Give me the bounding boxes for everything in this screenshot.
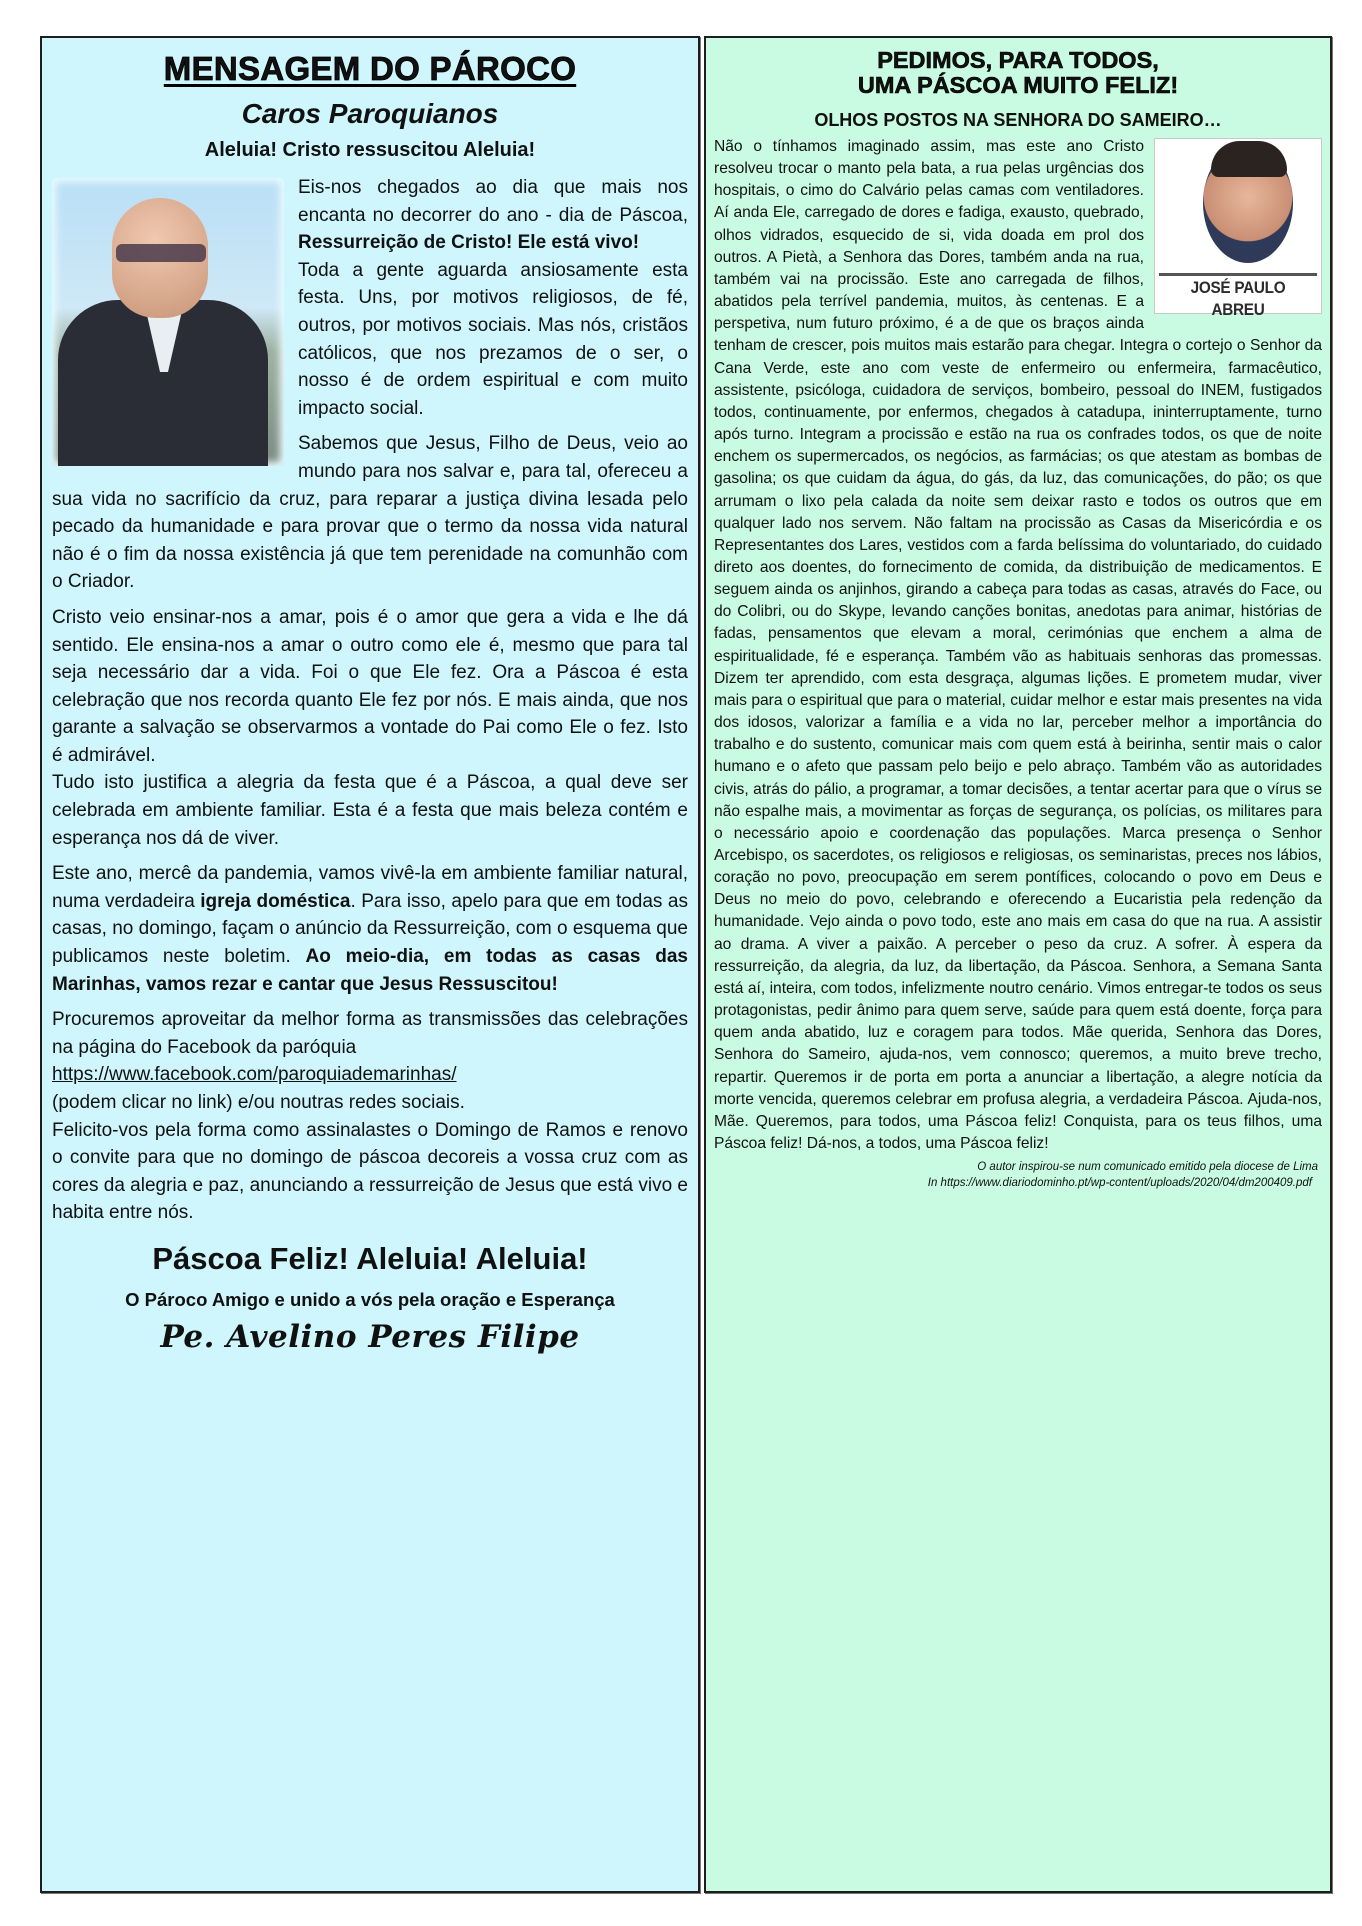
- priest-glasses-shape: [116, 244, 206, 262]
- paragraph-text: . Para isso, apelo para que em todas as casas, no domingo, façam o anúncio da Ressurreição, com o esquema que publicamos neste boletim.: [52, 890, 688, 968]
- author-photo: [1154, 138, 1322, 320]
- paragraph: Sabemos que Jesus, Filho de Deus, veio ao mundo para nos salvar e, para tal, ofereceu a sua vida no sacrifício da cruz, para reparar a justiça divina lesada pelo pecado da humanidade e para provar que o termo da nossa vida natural não é o fim da nossa existência já que tem perenidade na comunhão com o Criador.: [52, 433, 688, 593]
- paragraph: (podem clicar no link) e/ou noutras redes sociais.: [52, 1092, 465, 1113]
- link-line: [52, 1061, 688, 1089]
- greeting-heading: Caros Paroquianos: [241, 98, 499, 129]
- intro-section: [52, 174, 688, 422]
- intro-bold-text: Ressurreição de Cristo! Ele está vivo!: [298, 232, 640, 254]
- source-note: [714, 1159, 1318, 1191]
- source-note-text: O autor inspirou-se num comunicado emitido pela diocese de Lima: [977, 1161, 1318, 1174]
- easter-article-panel: [704, 36, 1332, 1893]
- paragraph: Tudo isto justifica a alegria da festa que é a Páscoa, a qual deve ser celebrada em ambiente familiar. Esta é a festa que mais beleza contém e esperança nos dá de viver.: [52, 772, 688, 849]
- paragraph: [52, 860, 688, 998]
- bold-text: Ao meio-dia, em todas as casas das Marinhas, vamos rezar e cantar que Jesus Ressuscitou!: [52, 946, 688, 995]
- article-title-line: PEDIMOS, PARA TODOS,: [877, 47, 1159, 73]
- paragraph: Procuremos aproveitar da melhor forma as transmissões das celebrações na página do Facebook da paróquia: [52, 1009, 688, 1058]
- facebook-link[interactable]: https://www.facebook.com/paroquiademarinhas/: [52, 1064, 457, 1086]
- intro-text: Eis-nos chegados ao dia que mais nos encanta no decorrer do ano - dia de Páscoa,: [298, 177, 688, 226]
- author-hair-shape: [1211, 141, 1287, 177]
- page-title: MENSAGEM DO PÁROCO: [163, 50, 577, 87]
- article-body: [714, 136, 1322, 1155]
- bold-text: igreja doméstica: [200, 890, 351, 912]
- article-subtitle: OLHOS POSTOS NA SENHORA DO SAMEIRO…: [814, 110, 1222, 130]
- acclamation-heading: Aleluia! Cristo ressuscitou Aleluia!: [204, 139, 536, 161]
- article-body-text: Não o tínhamos imaginado assim, mas este ano Cristo resolveu trocar o manto pela bata, a rua pelas urgências dos hospitais, o cimo do Calvário pelas camas com ventiladores. Aí anda Ele, carregado de dores e fadiga, exausto, quebrado, olhos vidrados, esquecido de si, vida doada em prol dos outros. A Pietà, a Senhora das Dores, também anda na rua, também vai na procissão. Este ano carregada de filhos, abatidos pela terrível pandemia, muitos, às centenas. E a perspetiva, num futuro próximo, é a de que os braços ainda tenham de crescer, pois muitos mais estarão para chegar. Integra o cortejo o Senhor da Cana Verde, este ano com veste de enfermeiro ou enfermeira, farmacêutico, assistente, psicóloga, cuidadora de serviços, bombeiro, pessoal do INEM, fustigados todos, continuamente, por enfermos, chegados à catadupa, ininterruptamente, turno após turno. Integram a procissão e estão na rua os confrades todos, os que de noite enchem os supermercados, os negócios, as farmácias; os que atestam as bombas de gasolina; os que cuidam da água, do gás, da luz, das comunicações, do pão; os que arrumam o lixo pela calada da noite sem deixar rasto e todos os outros que em qualquer lado nos servem. Não faltam na procissão as Casas da Misericórdia e os Representantes dos Lares, vestidos com a farda belíssima do voluntariado, do cuidado direto aos doentes, do fornecimento de comida, da distribuição de medicamentos. E seguem ainda os anjinhos, girando a cabeça para todas as casas, através do Face, ou do Colibri, ou do Skype, levando canções bonitas, anedotas para animar, histórias de fadas, pensamentos que elevam a moral, cerimónias que enchem a alma de espiritualidade, fé e esperança. Também vão as habituais senhoras das promessas. Dizem ter aprendido, com esta desgraça, algumas lições. E prometem mudar, viver mais para o espiritual que para o material, cuidar melhor e estar mais presentes na vida dos idosos, valorizar a família e a vida no lar, perceber melhor a importância do trabalho e do sustento, comunicar mais com quem está à beirinha, sentir mais o calor humano e o afeto que passam pelo beijo e pelo abraço. Também vão as autoridades civis, atrás do pálio, a programar, a tomar decisões, a tentar acertar para que o vírus se não espalhe mais, a movimentar as forças de segurança, os polícias, os militares para o necessário apoio e coordenação das populações. Marca presença o Senhor Arcebispo, os sacerdotes, os religiosos e religiosas, os seminaristas, preces nos lábios, coração no povo, preocupação em serem pontífices, colocando o povo em Deus e Deus no meio do povo, celebrando e oferecendo a Eucaristia pela redenção da humanidade. Vejo ainda o povo todo, este ano mais em casa do que na rua. A assistir ao drama. A viver a paixão. A perceber o peso da cruz. A sofrer. À espera da ressurreição, da alegria, da luz, da libertação, da Páscoa. Senhora, a Semana Santa está aí, inteira, com todos, infelizmente noutro cenário. Vimos entregar-te todos os seus protagonistas, pedir ânimo para quem serve, saúde para quem está doente, força para quem anda abatido, luz e coragem para todos. Mãe querida, Senhora das Dores, Senhora do Sameiro, ajuda-nos, vem connosco; queremos, a muito breve trecho, repartir. Queremos ir de porta em porta a anunciar a libertação, a alegre notícia da morte vencida, queremos celebrar em profusa alegria, a verdadeira Páscoa. Ajuda-nos, Mãe. Queremos, para todos, uma Páscoa feliz! Conquista, para os teus filhos, uma Páscoa feliz! Dá-nos, a todos, uma Páscoa feliz!: [714, 138, 1322, 1153]
- closing-line: O Pároco Amigo e unido a vós pela oração e Esperança: [125, 1288, 615, 1310]
- priest-photo: [52, 178, 284, 466]
- paragraph: Felicito-vos pela forma como assinalastes o Domingo de Ramos e renovo o convite para que no domingo de páscoa decoreis a vossa cruz com as cores da alegria e paz, anunciando a ressurreição de Jesus que está vivo e habita entre nós.: [52, 1119, 688, 1224]
- source-url: In https://www.diariodominho.pt/wp-content/uploads/2020/04/dm200409.pdf: [927, 1177, 1312, 1190]
- author-caption: JOSÉ PAULO ABREU: [1190, 278, 1286, 320]
- paragraph: Cristo veio ensinar-nos a amar, pois é o amor que gera a vida e lhe dá sentido. Ele ensina-nos a amar o outro como ele é, mesmo que para tal seja necessário dar a vida. Foi o que Ele fez. Ora a Páscoa é esta celebração que nos recorda quanto Ele fez por nós. E mais ainda, que nos garante a salvação se observarmos a vontade do Pai como Ele o fez. Isto é admirável.: [52, 606, 688, 766]
- caption-rule: [1159, 273, 1317, 276]
- closing-greeting: Páscoa Feliz! Aleluia! Aleluia!: [152, 1240, 588, 1276]
- paragraph-text: Este ano, mercê da pandemia, vamos vivê-la em ambiente familiar natural, numa verdadeira: [52, 863, 688, 912]
- article-title-line: UMA PÁSCOA MUITO FELIZ!: [857, 72, 1179, 98]
- parish-priest-message-panel: [40, 36, 700, 1893]
- intro-text-continued: Toda a gente aguarda ansiosamente esta festa. Uns, por motivos religiosos, de fé, outros, por motivos sociais. Mas nós, cristãos católicos, que nos prezamos de o ser, o nosso é de ordem espiritual e com muito impacto social.: [298, 259, 688, 419]
- signature: Pe. Avelino Peres Filipe: [160, 1318, 580, 1355]
- article-title: [714, 48, 1322, 98]
